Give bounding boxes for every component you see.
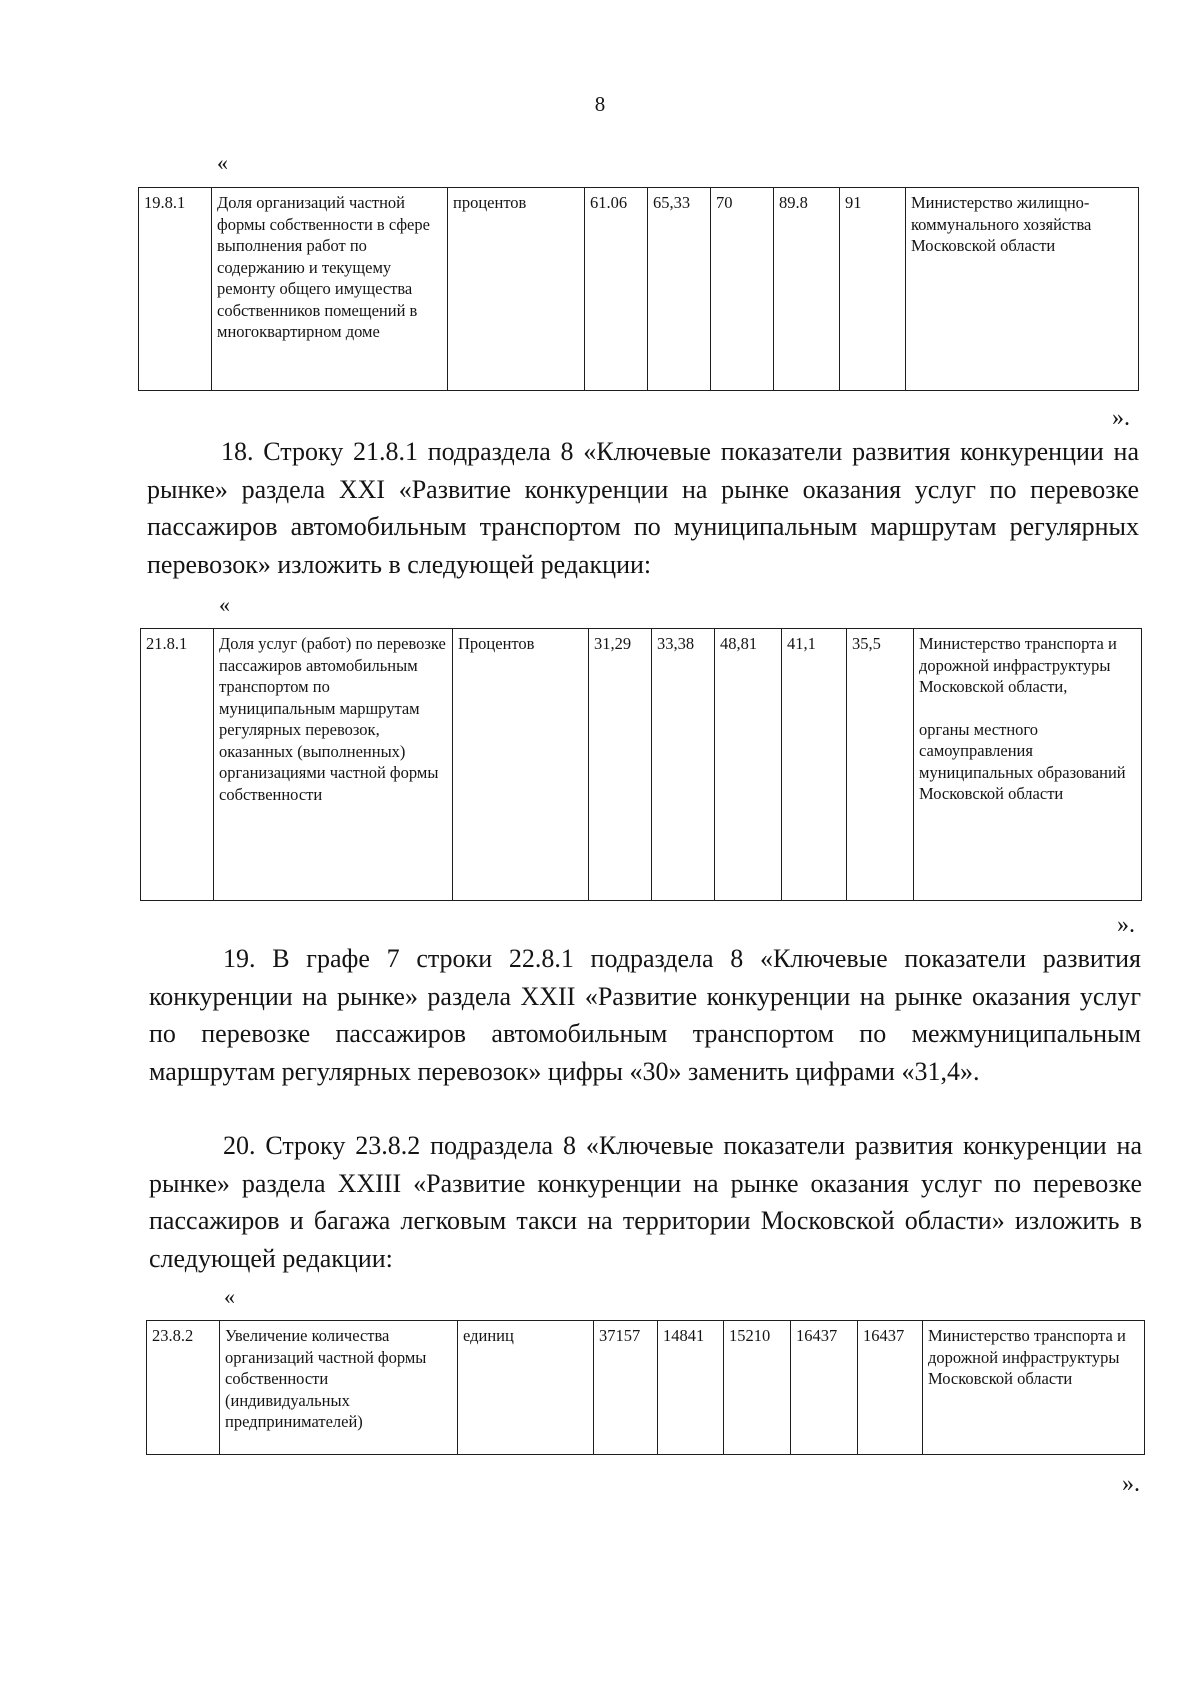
close-quote: ».	[1122, 1471, 1140, 1497]
page-number: 8	[594, 92, 606, 116]
responsible-local-authorities: органы местного самоуправления муниципальных образований Московской области	[919, 719, 1126, 803]
close-quote: ».	[1112, 405, 1130, 431]
row-code: 23.8.2	[147, 1321, 220, 1455]
row-value: 15210	[724, 1321, 791, 1455]
row-value: 37157	[594, 1321, 658, 1455]
row-value: 89.8	[774, 188, 840, 391]
table-19-8-1	[138, 187, 1139, 391]
row-value: 16437	[791, 1321, 858, 1455]
open-quote: «	[217, 150, 228, 175]
row-responsible: Министерство транспорта и дорожной инфраструктуры Московской области	[923, 1321, 1145, 1455]
item-20-paragraph	[149, 1127, 1142, 1277]
row-value: 33,38	[652, 629, 715, 901]
row-value: 65,33	[648, 188, 711, 391]
table-row	[141, 629, 1142, 901]
row-value: 41,1	[782, 629, 847, 901]
item-19-paragraph	[149, 940, 1141, 1090]
row-value: 61.06	[585, 188, 648, 391]
open-quote: «	[219, 592, 230, 617]
row-responsible	[914, 629, 1142, 901]
row-value: 31,29	[589, 629, 652, 901]
row-value: 48,81	[715, 629, 782, 901]
table-row	[147, 1321, 1145, 1455]
table-23-8-2	[146, 1320, 1145, 1455]
row-indicator: Доля услуг (работ) по перевозке пассажиров автомобильным транспортом по муниципальным маршрутам регулярных перевозок, оказанных (выполненных) организациями частной формы собственности	[214, 629, 453, 901]
row-indicator: Увеличение количества организаций частной формы собственности (индивидуальных предпринимателей)	[220, 1321, 458, 1455]
row-unit: процентов	[448, 188, 585, 391]
row-value: 35,5	[847, 629, 914, 901]
row-value: 91	[840, 188, 906, 391]
close-quote: ».	[1117, 912, 1135, 938]
row-value: 16437	[858, 1321, 923, 1455]
row-indicator: Доля организаций частной формы собственности в сфере выполнения работ по содержанию и текущему ремонту общего имущества собственников помещений в многоквартирном доме	[212, 188, 448, 391]
row-code: 19.8.1	[139, 188, 212, 391]
item-20-text: 20. Строку 23.8.2 подраздела 8 «Ключевые показатели развития конкуренции на рынке» раздела XXIII «Развитие конкуренции на рынке оказания услуг по перевозке пассажиров и багажа легковым такси на территории Московской области» изложить в следующей редакции:	[149, 1131, 1142, 1273]
row-responsible: Министерство жилищно-коммунального хозяйства Московской области	[906, 188, 1139, 391]
row-value: 70	[711, 188, 774, 391]
item-19-text: 19. В графе 7 строки 22.8.1 подраздела 8 «Ключевые показатели развития конкуренции на рынке» раздела XXII «Развитие конкуренции на рынке оказания услуг по перевозке пассажиров автомобильным транспортом по межмуниципальным маршрутам регулярных перевозок» цифры «30» заменить цифрами «31,4».	[149, 944, 1141, 1086]
table-21-8-1	[140, 628, 1142, 901]
item-18-text: 18. Строку 21.8.1 подраздела 8 «Ключевые показатели развития конкуренции на рынке» раздела XXI «Развитие конкуренции на рынке оказания услуг по перевозке пассажиров автомобильным транспортом по муниципальным маршрутам регулярных перевозок» изложить в следующей редакции:	[147, 437, 1139, 579]
open-quote: «	[224, 1284, 235, 1309]
row-unit: Процентов	[453, 629, 589, 901]
row-value: 14841	[658, 1321, 724, 1455]
item-18-paragraph	[147, 433, 1139, 583]
responsible-ministry: Министерство транспорта и дорожной инфраструктуры Московской области,	[919, 634, 1117, 696]
table-row	[139, 188, 1139, 391]
row-code: 21.8.1	[141, 629, 214, 901]
row-unit: единиц	[458, 1321, 594, 1455]
